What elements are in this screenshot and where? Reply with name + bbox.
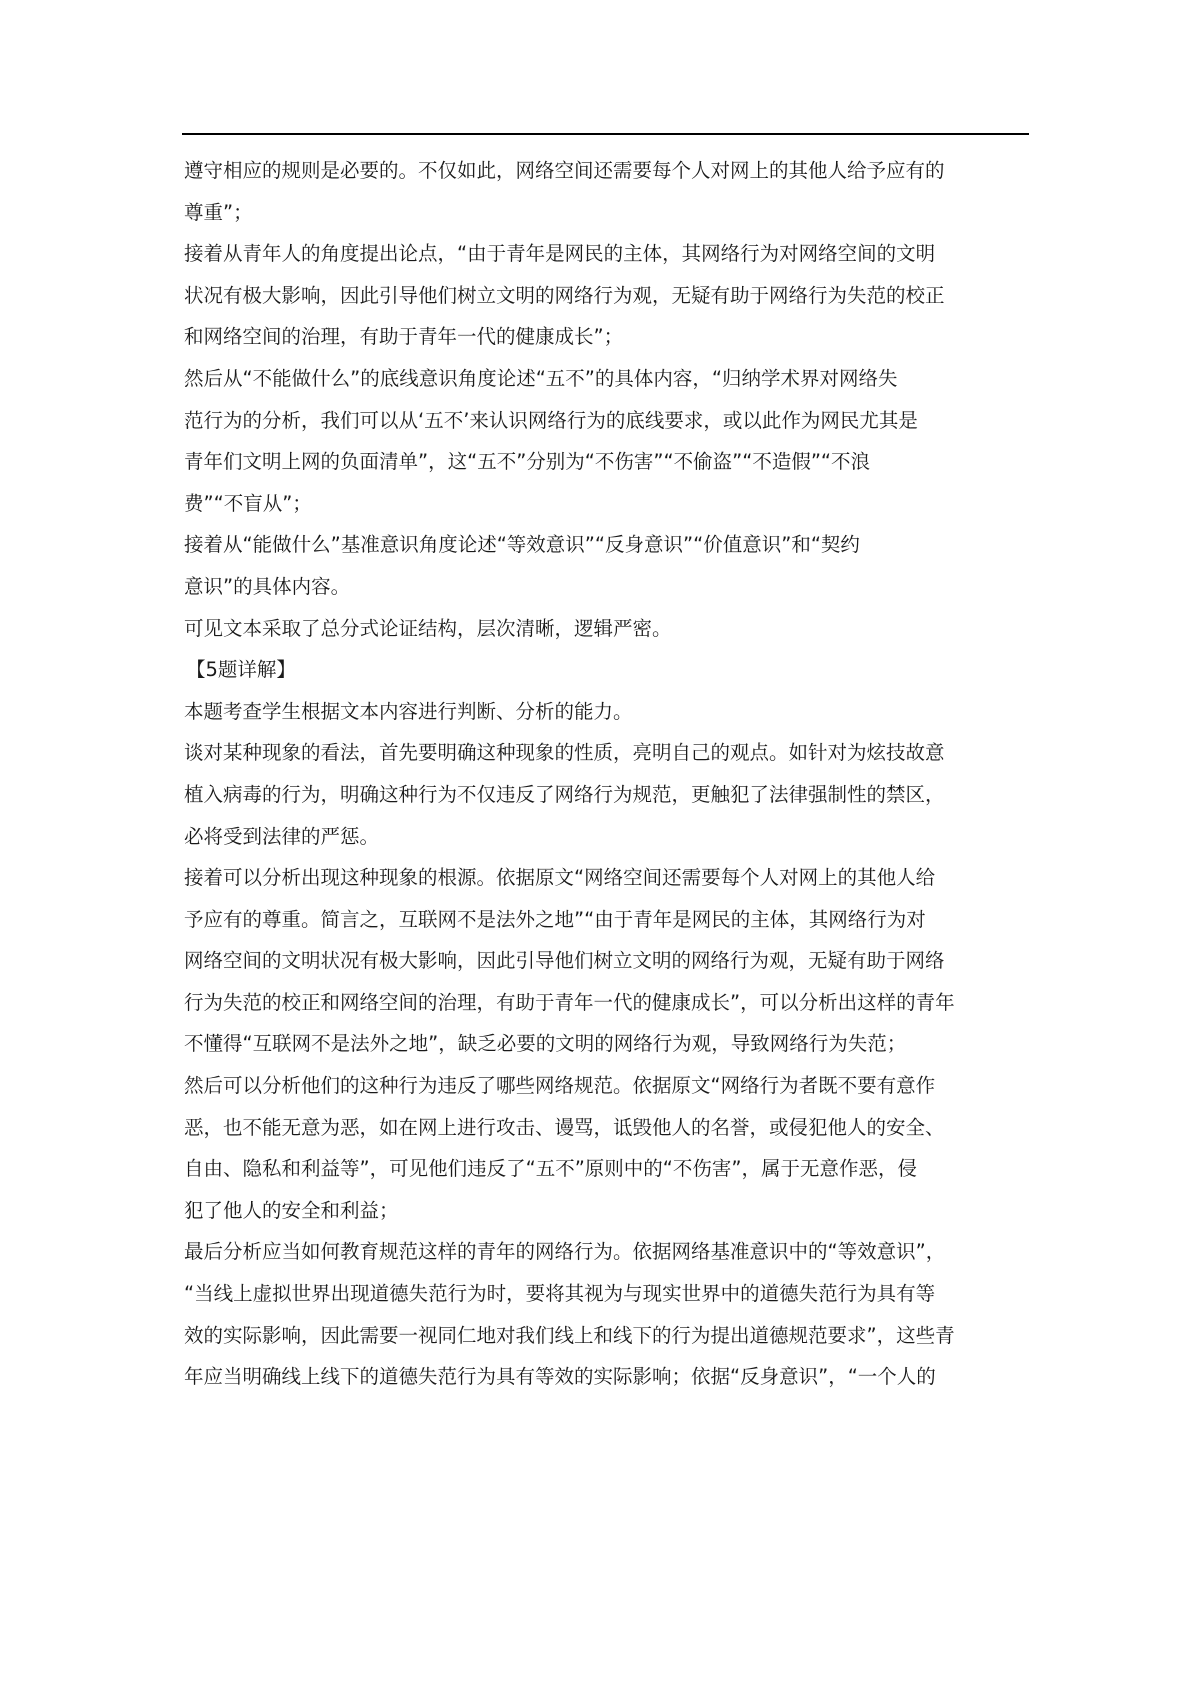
paragraph-line: 青年们文明上网的负面清单”，这“五不”分别为“不伤害”“不偷盗”“不造假”“不浪 <box>184 450 871 474</box>
paragraph-line: 年应当明确线上线下的道德失范行为具有等效的实际影响；依据“反身意识”，“一个人的 <box>184 1365 936 1389</box>
paragraph-line: 效的实际影响，因此需要一视同仁地对我们线上和线下的行为提出道德规范要求”，这些青 <box>184 1323 955 1347</box>
paragraph-line: 然后从“不能做什么”的底线意识角度论述“五不”的具体内容，“归纳学术界对网络失 <box>184 366 898 390</box>
paragraph-line: 犯了他人的安全和利益； <box>184 1198 399 1222</box>
paragraph-line: 然后可以分析他们的这种行为违反了哪些网络规范。依据原文“网络行为者既不要有意作 <box>184 1074 936 1098</box>
paragraph-line: 必将受到法律的严惩。 <box>184 824 380 848</box>
section-heading: 【5题详解】 <box>186 658 296 682</box>
paragraph-line: 费”“不盲从”； <box>184 491 312 515</box>
paragraph-line: 接着从青年人的角度提出论点，“由于青年是网民的主体，其网络行为对网络空间的文明 <box>184 242 936 266</box>
header-divider <box>182 133 1029 135</box>
paragraph-line: 范行为的分析，我们可以从‘五不’来认识网络行为的底线要求，或以此作为网民尤其是 <box>184 408 918 432</box>
paragraph-line: 予应有的尊重。简言之，互联网不是法外之地”“由于青年是网民的主体，其网络行为对 <box>184 907 926 931</box>
paragraph-line: 谈对某种现象的看法，首先要明确这种现象的性质，亮明自己的观点。如针对为炫技故意 <box>184 741 945 765</box>
paragraph-line: 接着从“能做什么”基准意识角度论述“等效意识”“反身意识”“价值意识”和“契约 <box>184 533 860 557</box>
paragraph-line: 状况有极大影响，因此引导他们树立文明的网络行为观，无疑有助于网络行为失范的校正 <box>184 283 945 307</box>
paragraph-line: 接着可以分析出现这种现象的根源。依据原文“网络空间还需要每个人对网上的其他人给 <box>184 866 936 890</box>
paragraph-line: 尊重”； <box>184 200 253 224</box>
paragraph-line: 网络空间的文明状况有极大影响，因此引导他们树立文明的网络行为观，无疑有助于网络 <box>184 949 945 973</box>
paragraph-line: 遵守相应的规则是必要的。不仅如此，网络空间还需要每个人对网上的其他人给予应有的 <box>184 159 945 182</box>
paragraph-line: 不懂得“互联网不是法外之地”，缺乏必要的文明的网络行为观，导致网络行为失范； <box>184 1032 907 1056</box>
paragraph-line: 自由、隐私和利益等”，可见他们违反了“五不”原则中的“不伤害”，属于无意作恶，侵 <box>184 1157 918 1181</box>
paragraph-line: 最后分析应当如何教育规范这样的青年的网络行为。依据网络基准意识中的“等效意识”， <box>184 1240 946 1264</box>
paragraph-line: 可见文本采取了总分式论证结构，层次清晰，逻辑严密。 <box>184 616 672 640</box>
paragraph-line: 本题考查学生根据文本内容进行判断、分析的能力。 <box>184 699 633 723</box>
document-body <box>184 150 1028 1398</box>
paragraph-line: 和网络空间的治理，有助于青年一代的健康成长”； <box>184 325 624 349</box>
paragraph-line: 意识”的具体内容。 <box>184 574 351 598</box>
paragraph-line: 恶，也不能无意为恶，如在网上进行攻击、谩骂，诋毁他人的名誉，或侵犯他人的安全、 <box>184 1115 945 1139</box>
paragraph-line: “当线上虚拟世界出现道德失范行为时，要将其视为与现实世界中的道德失范行为具有等 <box>184 1282 936 1306</box>
paragraph-line: 行为失范的校正和网络空间的治理，有助于青年一代的健康成长”，可以分析出这样的青年 <box>184 990 955 1014</box>
paragraph-line: 植入病毒的行为，明确这种行为不仅违反了网络行为规范，更触犯了法律强制性的禁区， <box>184 782 945 806</box>
